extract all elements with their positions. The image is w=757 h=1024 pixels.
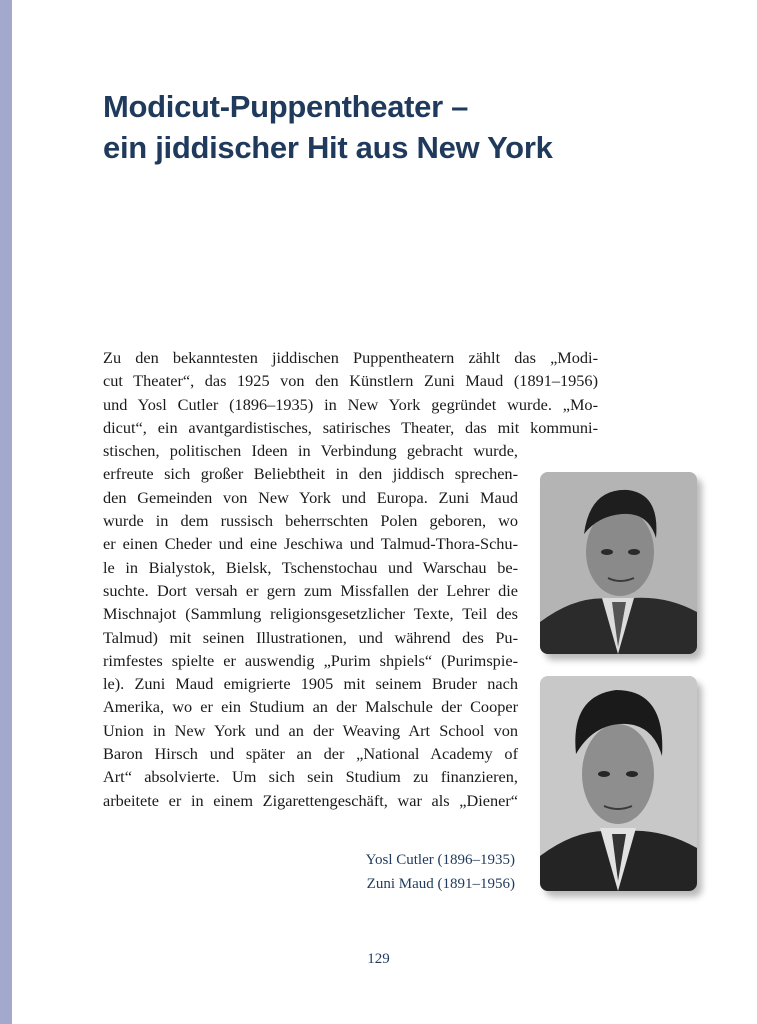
- body-line: Talmud) mit seinen Illustrationen, und während des Pu-: [103, 627, 518, 647]
- photo-caption-maud: Zuni Maud (1891–1956): [366, 876, 515, 892]
- body-line: Zu den bekanntesten jiddischen Puppentheatern zählt das „Modi-: [103, 348, 598, 367]
- body-line: Mischnajot (Sammlung religionsgesetzlicher Texte, Teil des: [103, 604, 518, 624]
- title-line-2: ein jiddischer Hit aus New York: [103, 130, 553, 165]
- body-line: erfreute sich großer Beliebtheit in den jiddisch sprechen-: [103, 464, 518, 484]
- page-number: 129: [367, 951, 390, 967]
- body-text: [103, 346, 598, 812]
- body-line: suchte. Dort versah er gern zum Missfallen der Lehrer die: [103, 580, 518, 600]
- page-title: [103, 86, 663, 168]
- body-line: le). Zuni Maud emigrierte 1905 mit seinem Bruder nach: [103, 674, 518, 694]
- portrait-photo-maud: [540, 676, 697, 891]
- body-line: Union in New York und an der Weaving Art School von: [103, 720, 518, 740]
- photo-caption-cutler: Yosl Cutler (1896–1935): [365, 852, 515, 868]
- body-line: arbeitete er in einem Zigarettengeschäft, war als „Diener“: [103, 790, 518, 810]
- body-line: Amerika, wo er ein Studium an der Malschule der Cooper: [103, 697, 518, 717]
- body-line: und Yosl Cutler (1896–1935) in New York gegründet wurde. „Mo-: [103, 394, 598, 414]
- body-line: dicut“, ein avantgardistisches, satirisches Theater, das mit kommuni-: [103, 417, 598, 437]
- body-line: le in Bialystok, Bielsk, Tschenstochau und Warschau be-: [103, 557, 518, 577]
- body-line: stischen, politischen Ideen in Verbindung gebracht wurde,: [103, 441, 518, 461]
- body-line: Art“ absolvierte. Um sich sein Studium zu finanzieren,: [103, 767, 518, 787]
- portrait-maud-image: [540, 676, 697, 891]
- body-line: cut Theater“, das 1925 von den Künstlern Zuni Maud (1891–1956): [103, 371, 598, 391]
- title-line-1: Modicut-Puppentheater –: [103, 89, 469, 124]
- body-line: wurde in dem russisch beherrschten Polen geboren, wo: [103, 511, 518, 531]
- portrait-cutler-image: [540, 472, 697, 654]
- body-line: er einen Cheder und eine Jeschiwa und Talmud-Thora-Schu-: [103, 534, 518, 554]
- portrait-photo-cutler: [540, 472, 697, 654]
- body-line: Baron Hirsch und später an der „National Academy of: [103, 744, 518, 764]
- page-edge-bar: [0, 0, 12, 1024]
- body-line: den Gemeinden von New York und Europa. Zuni Maud: [103, 487, 518, 507]
- body-line: rimfestes spielte er auswendig „Purim shpiels“ (Purimspie-: [103, 650, 518, 670]
